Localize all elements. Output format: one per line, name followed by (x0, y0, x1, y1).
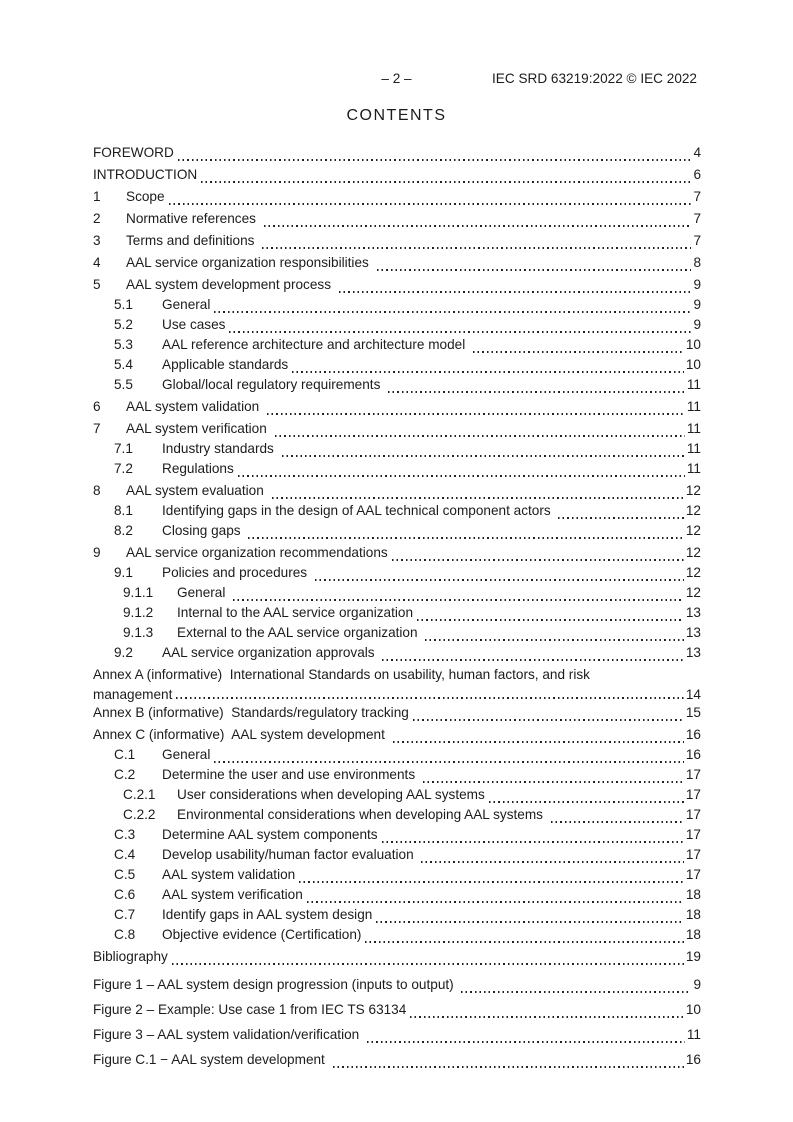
dot-leader (172, 963, 684, 965)
toc-entry-page: 15 (685, 705, 701, 720)
toc-entry (93, 787, 701, 807)
toc-entry-title: Closing gaps (162, 523, 245, 538)
dot-leader (201, 181, 691, 183)
toc-entry (93, 483, 701, 503)
toc-entry-title: AAL system validation (162, 867, 296, 882)
toc-entry-number: 8.1 (114, 503, 133, 518)
toc-entry-page: 4 (693, 145, 701, 160)
figure-entry-page: 10 (685, 1002, 701, 1017)
dot-leader (558, 517, 683, 519)
figure-entry-title: Figure 3 – AAL system validation/verification (93, 1027, 363, 1042)
dot-leader (425, 639, 684, 641)
toc-entry (93, 827, 701, 847)
toc-entry-page: 9 (693, 277, 701, 292)
toc-entry (93, 687, 701, 703)
toc-list (93, 145, 701, 969)
toc-entry-title: Internal to the AAL service organization (177, 605, 414, 620)
toc-entry-title: Use cases (162, 317, 226, 332)
toc-entry (93, 297, 701, 317)
toc-entry-title: Annex C (informative) AAL system development (93, 727, 389, 742)
toc-entry-title: AAL service organization recommendations (126, 545, 388, 560)
dot-leader (169, 203, 692, 205)
toc-entry-title: Environmental considerations when developing AAL systems (177, 807, 547, 822)
toc-entry (93, 317, 701, 337)
dot-leader (376, 921, 684, 923)
toc-entry-title: User considerations when developing AAL systems (177, 787, 485, 802)
toc-entry-page: 17 (685, 847, 701, 862)
toc-entry-page: 18 (685, 907, 701, 922)
toc-entry-number: 7.1 (114, 441, 133, 456)
toc-entry-title: Terms and definitions (126, 233, 259, 248)
figure-list (93, 977, 701, 1072)
toc-entry-number: C.2.1 (123, 787, 156, 802)
toc-entry (93, 277, 701, 297)
toc-entry-number: 9.1.1 (123, 585, 154, 600)
toc-entry-page: 12 (685, 565, 701, 580)
toc-entry-number: C.2 (114, 767, 136, 782)
toc-entry-page: 12 (685, 483, 701, 498)
figure-entry (93, 1052, 701, 1072)
dot-leader (214, 761, 684, 763)
toc-entry-title: Annex B (informative) Standards/regulatory tracking (93, 705, 409, 720)
figure-entry-page: 16 (685, 1052, 701, 1067)
toc-entry-number: 8 (93, 483, 101, 498)
toc-entry-number: 6 (93, 399, 101, 414)
toc-entry (93, 545, 701, 565)
toc-entry-page: 17 (685, 867, 701, 882)
toc-entry (93, 421, 701, 441)
toc-entry (93, 399, 701, 419)
toc-entry (93, 807, 701, 827)
toc-entry-number: 9.2 (114, 645, 133, 660)
dot-leader (461, 991, 691, 993)
figure-entry-title: Figure 1 – AAL system design progression (inputs to output) (93, 977, 458, 992)
toc-entry-page: 7 (693, 211, 701, 226)
toc-entry-page: 10 (685, 357, 701, 372)
toc-entry (93, 503, 701, 523)
toc-entry-number: 7.2 (114, 461, 133, 476)
toc-entry-page: 12 (685, 523, 701, 538)
toc-entry-page: 19 (685, 949, 701, 964)
dot-leader (248, 537, 684, 539)
toc-entry-page: 11 (686, 421, 701, 436)
table-of-contents (93, 143, 701, 1072)
figure-entry (93, 1002, 701, 1022)
dot-leader (339, 291, 692, 293)
toc-entry-number: 5.2 (114, 317, 133, 332)
toc-entry (93, 211, 701, 231)
toc-entry-page: 11 (686, 461, 701, 476)
toc-entry-title: Identify gaps in AAL system design (162, 907, 373, 922)
toc-entry (93, 667, 701, 687)
toc-entry-title: Policies and procedures (162, 565, 311, 580)
dot-leader (292, 371, 684, 373)
toc-entry-number: 4 (93, 255, 101, 270)
toc-entry-page: 16 (685, 727, 701, 742)
toc-entry-title: AAL service organization responsibilities (126, 255, 373, 270)
dot-leader (377, 269, 692, 271)
toc-entry-title: AAL service organization approvals (162, 645, 379, 660)
toc-entry-title: Applicable standards (162, 357, 289, 372)
dot-leader (421, 861, 683, 863)
dot-leader (264, 225, 692, 227)
dot-leader (489, 801, 684, 803)
toc-entry-page: 10 (685, 337, 701, 352)
dot-leader (299, 881, 684, 883)
toc-entry-number: C.5 (114, 867, 136, 882)
toc-entry-number: C.7 (114, 907, 136, 922)
toc-entry-title: Bibliography (93, 949, 168, 964)
toc-entry-number: 5.1 (114, 297, 133, 312)
toc-entry (93, 337, 701, 357)
dot-leader (262, 247, 691, 249)
toc-entry-title: AAL system development process (126, 277, 335, 292)
dot-leader (388, 391, 685, 393)
dot-leader (410, 1016, 684, 1018)
toc-entry-title: management (93, 687, 173, 702)
toc-entry (93, 565, 701, 585)
toc-entry-page: 18 (685, 927, 701, 942)
toc-entry (93, 847, 701, 867)
toc-entry-page: 13 (685, 605, 701, 620)
figure-entry-page: 9 (693, 977, 701, 992)
toc-entry-title: Determine the user and use environments (162, 767, 419, 782)
toc-entry (93, 887, 701, 907)
toc-entry (93, 145, 701, 165)
toc-entry (93, 645, 701, 665)
toc-entry-page: 6 (693, 167, 701, 182)
dot-leader (551, 821, 684, 823)
toc-entry-title: AAL system verification (126, 421, 271, 436)
dot-leader (333, 1066, 684, 1068)
toc-entry (93, 255, 701, 275)
toc-entry-page: 12 (685, 585, 701, 600)
toc-entry (93, 747, 701, 767)
toc-entry-number: C.6 (114, 887, 136, 902)
toc-entry-number: 9 (93, 545, 101, 560)
toc-entry (93, 625, 701, 645)
toc-entry-title: Annex A (informative) International Standards on usability, human factors, and risk (93, 667, 590, 682)
dot-leader (214, 311, 691, 313)
toc-entry-page: 14 (685, 687, 701, 702)
toc-entry-title: Normative references (126, 211, 260, 226)
toc-entry-page: 17 (685, 767, 701, 782)
toc-entry-title: FOREWORD (93, 145, 174, 160)
dot-leader (393, 741, 684, 743)
toc-entry-page: 13 (685, 625, 701, 640)
toc-entry-title: Determine AAL system components (162, 827, 378, 842)
toc-entry-title: Scope (126, 189, 165, 204)
dot-leader (272, 497, 684, 499)
dot-leader (367, 1041, 685, 1043)
figure-entry-title: Figure 2 – Example: Use case 1 from IEC TS 63134 (93, 1002, 407, 1017)
toc-entry-number: C.1 (114, 747, 136, 762)
toc-entry-title: Objective evidence (Certification) (162, 927, 362, 942)
toc-entry (93, 727, 701, 747)
dot-leader (473, 351, 684, 353)
toc-entry (93, 605, 701, 625)
dot-leader (413, 719, 684, 721)
dot-leader (275, 435, 685, 437)
toc-entry (93, 927, 701, 947)
toc-entry-page: 12 (685, 503, 701, 518)
toc-entry-number: 5.5 (114, 377, 133, 392)
toc-entry (93, 585, 701, 605)
figure-entry-title: Figure C.1 − AAL system development (93, 1052, 329, 1067)
dot-leader (315, 579, 684, 581)
toc-entry (93, 233, 701, 253)
toc-entry-page: 11 (686, 377, 701, 392)
toc-entry-page: 13 (685, 645, 701, 660)
contents-heading: CONTENTS (346, 107, 447, 124)
dot-leader (238, 475, 685, 477)
toc-entry-number: 5.3 (114, 337, 133, 352)
dot-leader (233, 599, 684, 601)
toc-entry-page: 11 (686, 399, 701, 414)
toc-entry-number: C.8 (114, 927, 136, 942)
dot-leader (365, 941, 683, 943)
dot-leader (417, 619, 684, 621)
toc-entry-number: 9.1.2 (123, 605, 154, 620)
toc-entry-number: 9.1.3 (123, 625, 154, 640)
toc-entry-number: C.3 (114, 827, 136, 842)
dot-leader (382, 659, 684, 661)
toc-entry-number: 3 (93, 233, 101, 248)
dot-leader (178, 159, 692, 161)
toc-entry-page: 8 (693, 255, 701, 270)
dot-leader (423, 781, 684, 783)
toc-entry (93, 907, 701, 927)
page-number-marker: – 2 – (381, 71, 412, 86)
toc-entry (93, 377, 701, 397)
toc-entry-title: Develop usability/human factor evaluation (162, 847, 418, 862)
figure-entry (93, 977, 701, 997)
toc-entry-page: 17 (685, 827, 701, 842)
toc-entry-title: Global/local regulatory requirements (162, 377, 385, 392)
toc-entry-page: 7 (693, 189, 701, 204)
toc-entry (93, 461, 701, 481)
toc-entry-title: INTRODUCTION (93, 167, 198, 182)
toc-entry-number: 7 (93, 421, 101, 436)
toc-entry-page: 18 (685, 887, 701, 902)
toc-entry-title: Industry standards (162, 441, 278, 456)
toc-entry (93, 441, 701, 461)
toc-entry-number: 2 (93, 211, 101, 226)
toc-entry-page: 9 (693, 297, 701, 312)
toc-entry-page: 11 (686, 441, 701, 456)
toc-entry-title: AAL system validation (126, 399, 264, 414)
toc-entry-number: 5 (93, 277, 101, 292)
toc-entry (93, 867, 701, 887)
figure-entry-page: 11 (686, 1027, 701, 1042)
toc-entry-page: 9 (693, 317, 701, 332)
dot-leader (176, 697, 684, 699)
toc-entry-page: 12 (685, 545, 701, 560)
toc-entry-title: External to the AAL service organization (177, 625, 422, 640)
toc-entry (93, 167, 701, 187)
toc-entry (93, 357, 701, 377)
toc-entry-title: AAL system verification (162, 887, 303, 902)
toc-entry-title: General (162, 297, 211, 312)
toc-entry-title: Regulations (162, 461, 234, 476)
toc-entry-title: Identifying gaps in the design of AAL technical component actors (162, 503, 555, 518)
dot-leader (382, 841, 684, 843)
toc-entry-page: 17 (685, 787, 701, 802)
toc-entry-page: 7 (693, 233, 701, 248)
toc-entry-number: 8.2 (114, 523, 133, 538)
toc-entry-title: AAL reference architecture and architecture model (162, 337, 470, 352)
dot-leader (392, 559, 684, 561)
dot-leader (282, 455, 685, 457)
toc-entry-title: General (162, 747, 211, 762)
toc-entry-number: 9.1 (114, 565, 133, 580)
toc-entry (93, 767, 701, 787)
figure-entry (93, 1027, 701, 1047)
toc-entry-number: C.4 (114, 847, 136, 862)
toc-entry-title: AAL system evaluation (126, 483, 268, 498)
toc-entry-number: C.2.2 (123, 807, 156, 822)
toc-entry-page: 16 (685, 747, 701, 762)
toc-entry-title: General (177, 585, 230, 600)
dot-leader (229, 331, 691, 333)
toc-entry (93, 949, 701, 969)
toc-entry (93, 189, 701, 209)
toc-entry-number: 5.4 (114, 357, 133, 372)
toc-entry-page: 17 (685, 807, 701, 822)
dot-leader (267, 413, 685, 415)
document-reference: IEC SRD 63219:2022 © IEC 2022 (492, 71, 697, 86)
toc-entry (93, 523, 701, 543)
dot-leader (307, 901, 684, 903)
toc-entry-number: 1 (93, 189, 101, 204)
toc-entry (93, 705, 701, 725)
running-header (0, 71, 793, 89)
